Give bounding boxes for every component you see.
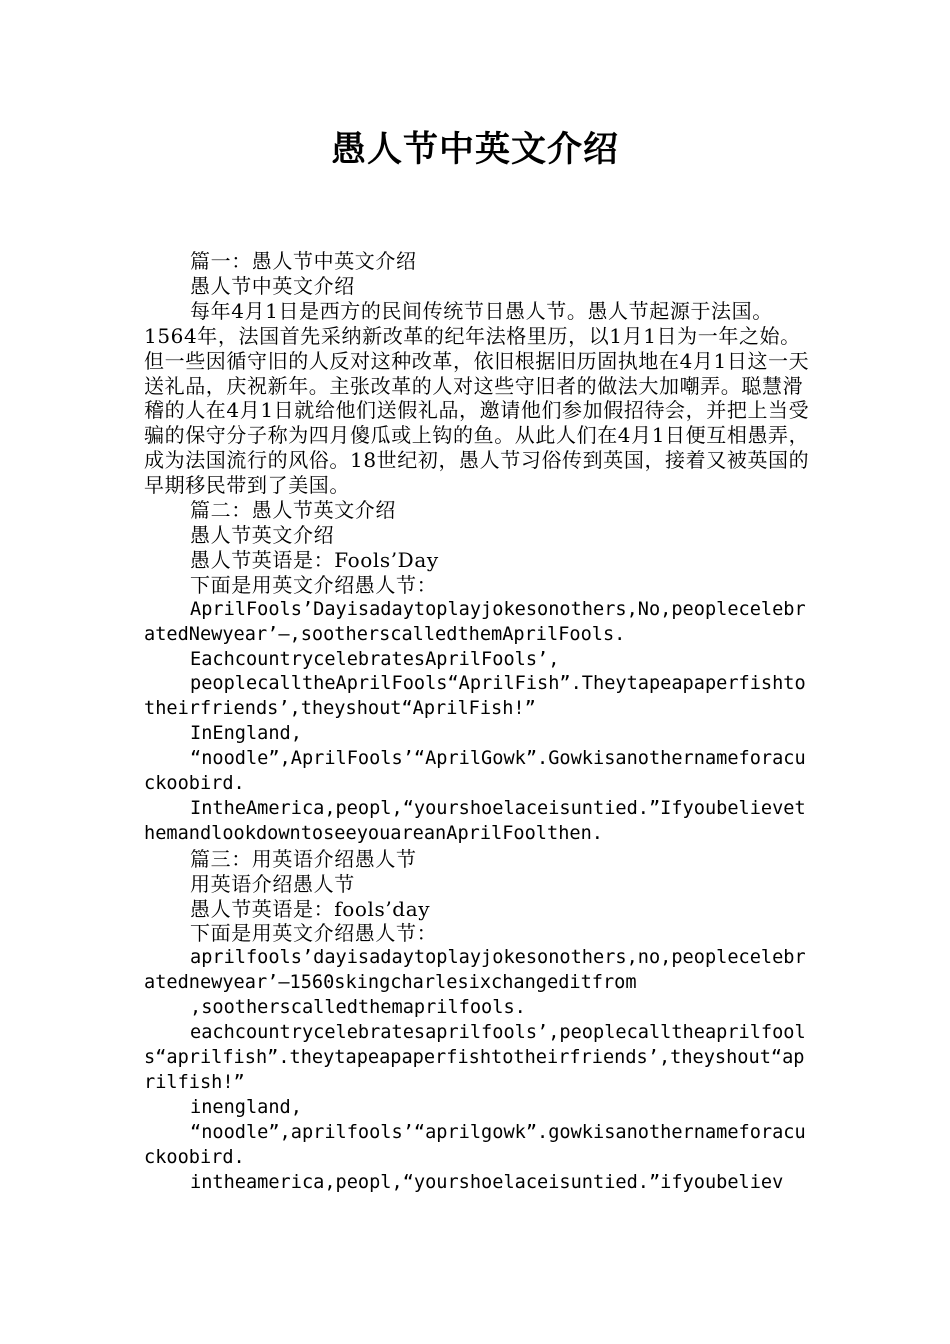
paragraph-intro-chinese: 每年4月1日是西方的民间传统节日愚人节。愚人节起源于法国。1564年，法国首先采纳新改革的纪年法格里历，以1月1日为一年之始。但一些因循守旧的人反对这种改革，依旧根据旧历固执地在4月1日这一天送礼品，庆祝新年。主张改革的人对这些守旧者的做法大加嘲弄。聪慧滑稽的人在4月1日就给他们送假礼品，邀请他们参加假招待会，并把上当受骗的保守分子称为四月傻瓜或上钩的鱼。从此人们在4月1日便互相愚弄，成为法国流行的风俗。18世纪初，愚人节习俗传到英国，接着又被英国的早期移民带到了美国。	[144, 298, 810, 498]
section-heading-2: 篇二：愚人节英文介绍	[190, 498, 396, 523]
paragraph-lead-in-2: 下面是用英文介绍愚人节：	[190, 572, 438, 597]
paragraph-english-3-6: intheamerica,peopl,“yourshoelaceisuntied.”ifyoubeliev	[190, 1171, 784, 1193]
document-title: 愚人节中英文介绍	[330, 130, 619, 170]
paragraph-english-name-2: 愚人节英语是：Fools’Day	[190, 547, 439, 572]
document-body	[144, 249, 812, 1195]
section-subtitle-3: 用英语介绍愚人节	[190, 871, 355, 896]
paragraph-english-3-1: aprilfools’dayisadaytoplayjokesonothers,no,peoplecelebratednewyear’—1560skingcharlesixchangeditfrom	[144, 947, 806, 994]
paragraph-english-name-3: 愚人节英语是：fools’day	[190, 896, 431, 921]
paragraph-english-2-1: AprilFools’Dayisadaytoplayjokesonothers,No,peoplecelebratedNewyear’—,sootherscalledthemAprilFools.	[144, 598, 806, 645]
paragraph-lead-in-3: 下面是用英文介绍愚人节：	[190, 921, 438, 946]
paragraph-english-2-2: EachcountrycelebratesAprilFools’,	[190, 648, 560, 670]
paragraph-english-3-4: inengland,	[190, 1096, 302, 1118]
section-subtitle-1: 愚人节中英文介绍	[190, 273, 355, 298]
paragraph-english-2-5: “noodle”,AprilFools’“AprilGowk”.Gowkisanothernameforacuckoobird.	[144, 748, 806, 795]
paragraph-english-2-4: InEngland,	[190, 723, 302, 745]
section-subtitle-2: 愚人节英文介绍	[190, 522, 335, 547]
paragraph-english-2-6: IntheAmerica,peopl,“yourshoelaceisuntied.”IfyoubelievethemandlookdowntoseeyouareanAprilFoolthen.	[144, 797, 806, 844]
paragraph-english-3-3: eachcountrycelebratesaprilfools’,peoplecalltheaprilfools“aprilfish”.theytapeapaperfishtotheirfriends’,theyshout“aprilfish!”	[144, 1022, 806, 1093]
section-heading-3: 篇三：用英语介绍愚人节	[190, 846, 417, 871]
section-heading-1: 篇一：愚人节中英文介绍	[190, 249, 417, 273]
paragraph-english-3-2: ,sootherscalledthemaprilfools.	[190, 997, 526, 1019]
paragraph-english-2-3: peoplecalltheAprilFools“AprilFish”.Theytapeapaperfishtotheirfriends’,theyshout“AprilFish!”	[144, 673, 806, 720]
paragraph-english-3-5: “noodle”,aprilfools’“aprilgowk”.gowkisanothernameforacuckoobird.	[144, 1121, 806, 1168]
